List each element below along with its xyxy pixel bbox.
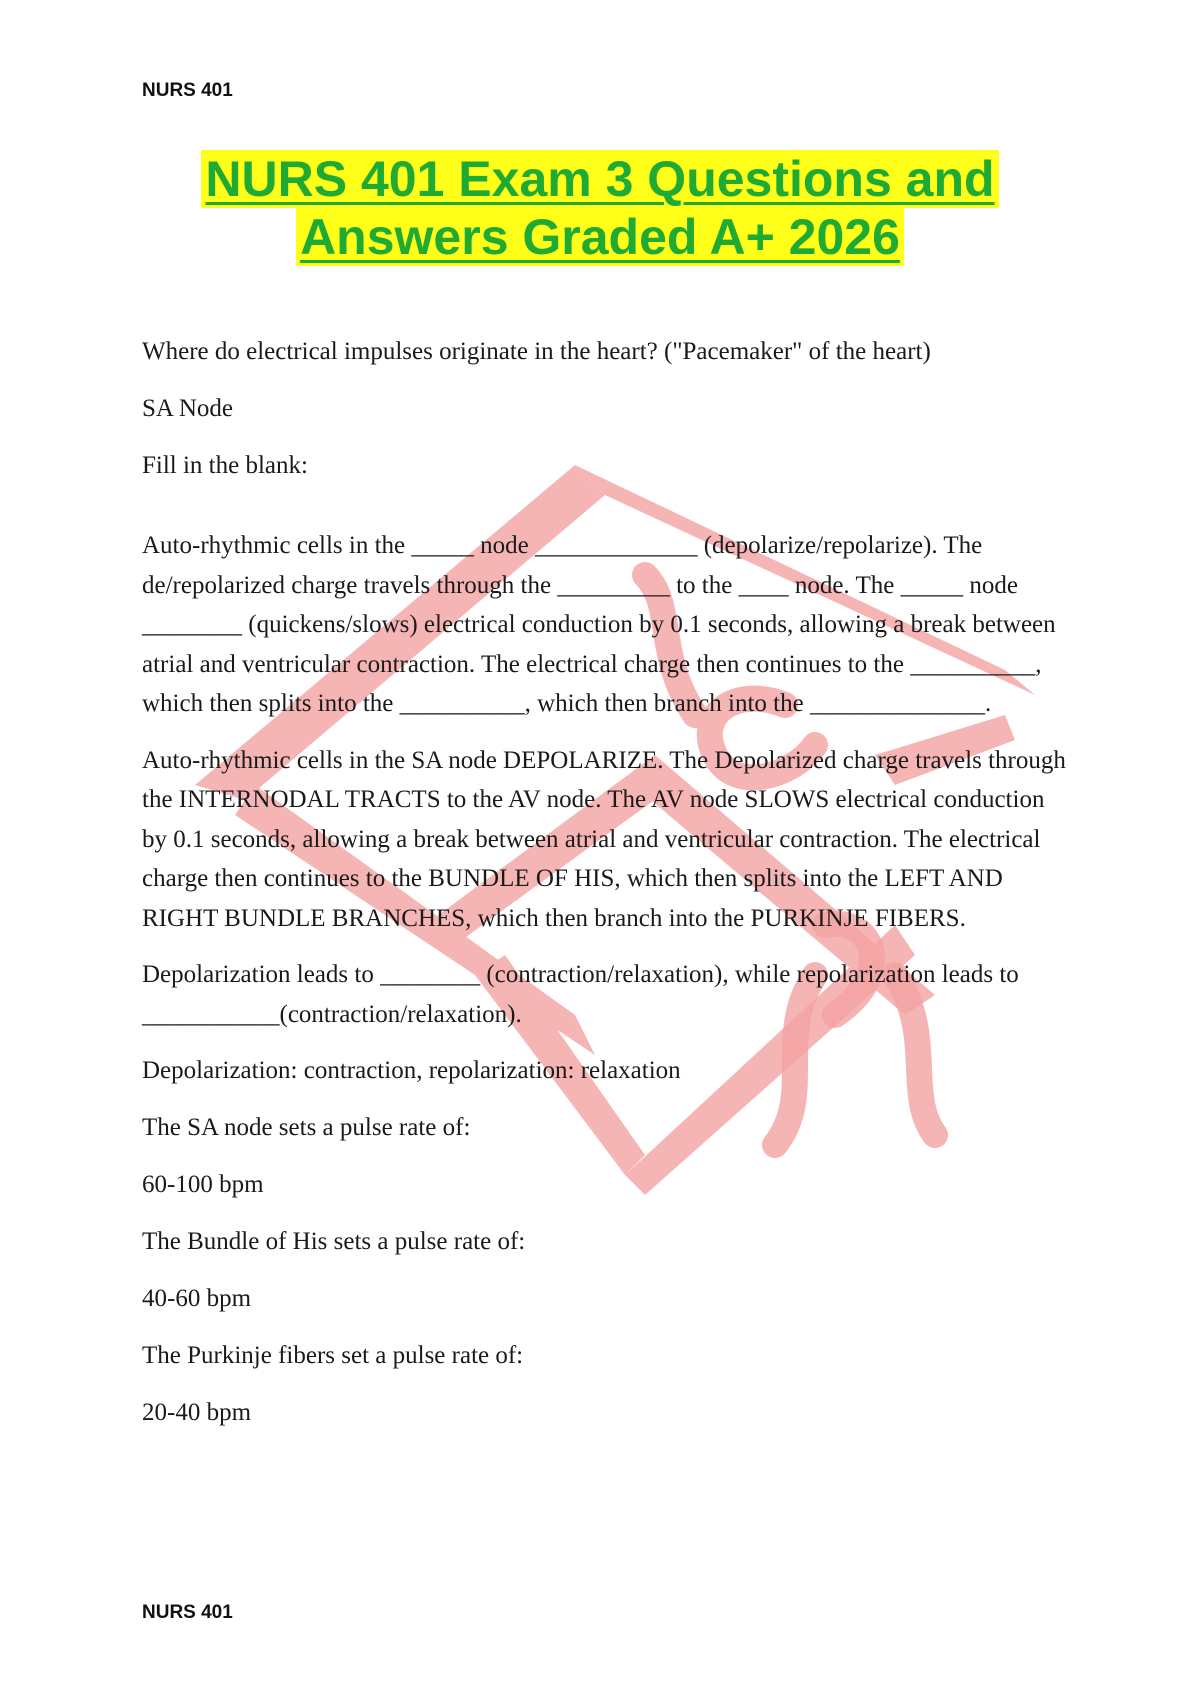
answer-5: 40-60 bpm (142, 1285, 252, 1312)
answer-2: Auto-rhythmic cells in the SA node DEPOLARIZE. The Depolarized charge travels through the INTERNODAL TRACTS to the AV node. The AV node SLOWS electrical conduction by 0.1 seconds, allowing a break between atrial and ventricular contraction. The electrical charge then continues to the BUNDLE OF HIS, which then splits into the LEFT AND RIGHT BUNDLE BRANCHES, which then branch into the PURKINJE FIBERS. (142, 746, 1066, 932)
question-2-intro: Fill in the blank: (142, 452, 308, 479)
question-3: Depolarization leads to ________ (contraction/relaxation), while repolarization leads to ___________(contraction/relaxation). (142, 961, 1019, 1028)
footer-course-label: NURS 401 (142, 1602, 233, 1623)
title-line-2: Answers Graded A+ 2026 (296, 208, 904, 266)
document-title (0, 150, 1200, 266)
question-4: The SA node sets a pulse rate of: (142, 1114, 471, 1141)
question-1: Where do electrical impulses originate in the heart? ("Pacemaker" of the heart) (142, 338, 931, 365)
answer-1: SA Node (142, 395, 233, 422)
question-6: The Purkinje fibers set a pulse rate of: (142, 1342, 524, 1369)
question-2-body: Auto-rhythmic cells in the _____ node _____________ (depolarize/repolarize). The de/repolarized charge travels through the _________ to the ____ node. The _____ node ________ (quickens/slows) electrical conduction by 0.1 seconds, allowing a break between atrial and ventricular contraction. The electrical charge then continues to the __________, which then splits into the __________, which then branch into the ______________. (142, 532, 1056, 717)
answer-4: 60-100 bpm (142, 1171, 264, 1198)
title-line-1: NURS 401 Exam 3 Questions and (201, 150, 998, 208)
answer-3: Depolarization: contraction, repolarization: relaxation (142, 1057, 681, 1084)
question-5: The Bundle of His sets a pulse rate of: (142, 1228, 526, 1255)
header-course-label: NURS 401 (142, 80, 233, 101)
answer-6: 20-40 bpm (142, 1399, 252, 1426)
qa-content (142, 332, 1072, 1450)
